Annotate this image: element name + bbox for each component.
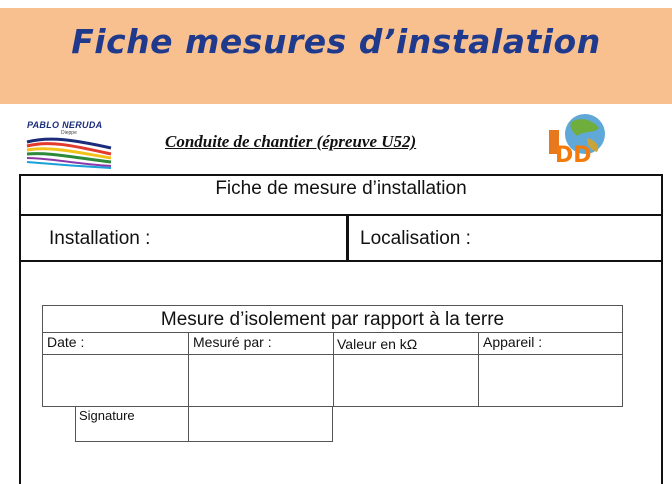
page-title: Fiche mesures d’instalation	[71, 22, 601, 61]
dd-logo-graphic	[547, 112, 609, 168]
column-value-kohm: Valeur en kΩ	[337, 336, 418, 352]
localisation-label: Localisation :	[360, 228, 471, 249]
row-divider	[346, 214, 349, 260]
form-title: Fiche de mesure d’installation	[21, 176, 661, 216]
signature-field[interactable]	[189, 406, 333, 441]
dd-logo	[547, 112, 609, 168]
signature-label: Signature	[79, 408, 135, 423]
insulation-table-title: Mesure d’isolement par rapport à la terre	[43, 306, 622, 333]
dd-logo-text: DD	[555, 143, 592, 168]
school-logo-subtext: Dieppe	[61, 130, 77, 136]
column-date: Date :	[47, 334, 85, 350]
signature-box	[75, 406, 333, 442]
column-device: Appareil :	[483, 334, 543, 350]
column-measured-by: Mesuré par :	[193, 334, 272, 350]
insulation-table	[42, 305, 623, 407]
installation-label: Installation :	[49, 228, 151, 249]
school-logo-text: PABLO NERUDA	[27, 120, 103, 130]
subtitle: Conduite de chantier (épreuve U52)	[165, 132, 417, 151]
title-banner	[0, 8, 672, 104]
insulation-table-entry-row[interactable]	[43, 354, 622, 407]
installation-row	[21, 214, 661, 262]
school-logo	[25, 118, 117, 170]
